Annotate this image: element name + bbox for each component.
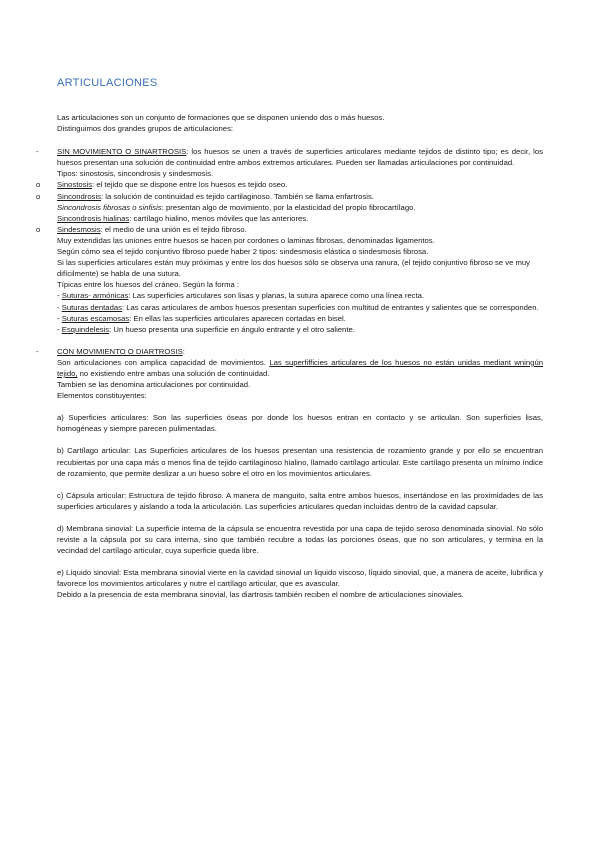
dash-bullet: - (36, 346, 39, 356)
diartrosis-section (36, 346, 543, 357)
intro-line-2: Distinguimos dos grandes grupos de articulaciones: (57, 124, 234, 134)
suture-item (57, 324, 543, 335)
sinostosis-item (36, 179, 543, 190)
sindesmosis-line-2: Según cómo sea el tejido conjuntivo fibroso puede haber 2 tipos: sindesmosis elástica o sindesmosis fibrosa. (57, 247, 429, 257)
sinostosis-term: Sinostosis (57, 180, 93, 190)
suture-term: Suturas dentadas (61, 302, 122, 312)
suture-term: Esquindelesis (61, 324, 110, 334)
diartrosis-rest: no existiendo entre ambas una solución de continuidad. (77, 368, 270, 378)
suture-term: Suturas escamosas (61, 313, 130, 323)
sindesmosis-line-1: Muy extendidas las uniones entre huesos se hacen por cordones o laminas fibrosas, denominadas ligamentos. (57, 235, 435, 245)
sindesmosis-term: Sindesmosis (57, 224, 101, 234)
diartrosis-heading: CON MOVIMIENTO O DIARTROSIS (57, 346, 183, 356)
suture-dash: - (57, 302, 62, 312)
sindesmosis-text: : el medio de una unión es el tejido fibroso. (100, 224, 247, 234)
circle-bullet: o (36, 224, 41, 234)
sindesmosis-line-4: Típicas entre los huesos del cráneo. Según la forma : (57, 280, 240, 290)
diartrosis-line-3: Elementos constituyentes: (57, 391, 147, 401)
suture-term: Suturas- armónicas (61, 291, 129, 301)
suture-item (57, 313, 543, 324)
sincondrosis-term: Sincondrosis (57, 191, 102, 201)
fibrosas-line (57, 202, 543, 213)
suture-text: : Las superficies articulares son lisas y planas, la sutura aparece como una línea recta. (128, 291, 425, 301)
dash-bullet: - (36, 147, 39, 157)
suture-text: : Un hueso presenta una superficie en ángulo entrante y el otro saliente. (109, 324, 355, 334)
sincondrosis-item (36, 191, 543, 202)
element-d: d) Membrana sinovial: La superficie interna de la cápsula se encuentra revestida por una capa de tejido seroso denominada sinovial. No sólo reviste a la cápsula por su cara interna, sino que también recubre a todas las porciones óseas, que no son articulares, y termina en la vecindad del cartílago articular, cuya superficie queda libre. (57, 523, 543, 556)
diartrosis-underlined: Las superfifficies articulares de los huesos no están unidas mediant wningún tejido, (57, 357, 543, 378)
diartrosis-lead (57, 357, 543, 379)
suture-item (57, 290, 543, 301)
sindesmosis-line-3: Si las superficies articulares están muy próximas y entre los dos huesos sólo se observa una ranura, (el tejido conjuntivo fibroso se ve muy difícilmente) se habla de una sutura. (57, 258, 531, 279)
suture-text: : Las caras articulares de ambos huesos presentan superficies con multitud de entrantes y salientes que se corresponden. (121, 302, 539, 312)
diartrosis-heading-suffix: : (182, 346, 185, 356)
fibrosas-text: : presentan algo de movimiento, por la elasticidad del propio fibrocartílago. (161, 202, 416, 212)
hialinas-text: : cartílago hialino, menos móviles que las anteriores. (129, 213, 309, 223)
sincondrosis-text: : la solución de continuidad es tejido cartilaginoso. También se llama enfartrosis. (101, 191, 374, 201)
sinartrosis-types: Tipos: sinostosis, sincondrosis y sindesmosis. (57, 169, 214, 179)
fibrosas-term: Sincondrosis fibrosas o sinfisis (57, 202, 162, 212)
suture-item (57, 302, 543, 313)
element-a: a) Superficies articulares: Son las superficies óseas por donde los huesos entran en contacto y se articulan. Son superficies lisas, homogéneas y siempre parecen pulimentadas. (57, 413, 543, 434)
element-b: b) Cartílago articular: Las Superficies articulares de los huesos presentan una resistencia de rozamiento grande y por ello se encuentran recubiertas por una capa más o menos fina de tejido cartilaginoso hialino, llamado cartílago articular. Este cartílago presenta un mínimo índice de rozamiento, que permite deslizar a un hueso sobre el otro en los movimientos articulares. (57, 446, 543, 478)
sindesmosis-item (36, 224, 543, 235)
element-c: c) Cápsula articular: Estructura de tejido fibroso. A manera de manguito, salta entre ambos huesos, insertándose en las proximidades de las superficies articulares y aislando a toda la articulación. Las superficies articulares quedan incluidas dentro de la cavidad capsular. (57, 490, 543, 511)
suture-dash: - (57, 324, 62, 334)
page-title: ARTICULACIONES (57, 77, 158, 89)
sinartrosis-heading: SIN MOVIMIENTO O SINARTROSIS (57, 147, 187, 157)
hialinas-line (57, 213, 543, 224)
hialinas-term: Sincondrosis hialinas (57, 213, 130, 223)
suture-dash: - (57, 291, 62, 301)
circle-bullet: o (36, 180, 41, 190)
sinostosis-text: : el tejido que se dispone entre los huesos es tejido oseo. (92, 180, 288, 190)
suture-dash: - (57, 313, 62, 323)
element-e-note: Debido a la presencia de esta membrana sinovial, las diartrosis también reciben el nombre de articulaciones sinoviales. (57, 590, 464, 600)
sinartrosis-section (36, 146, 543, 168)
document-body (36, 112, 543, 600)
intro-line-1: Las articulaciones son un conjunto de formaciones que se disponen uniendo dos o más huesos. (57, 113, 385, 122)
diartrosis-lead-text: Son articulaciones con amplica capacidad de movimientos. (57, 357, 270, 367)
diartrosis-line-2: Tambien se las denomina articulaciones por continuidad. (57, 380, 251, 390)
sinartrosis-text: : los huesos se unen a través de superficies articulares mediante tejidos de distinto tipo; es decir, los huesos presentan una solución de continuidad entre ambos extremos articulares. Pueden ser llamadas articulaciones por continuidad. (57, 147, 543, 168)
suture-text: : En ellas las superficies articulares aparecen cortadas en bisel. (129, 313, 346, 323)
element-e: e) Líquido sinovial: Esta membrana sinovial vierte en la cavidad sinovial un liquido viscoso, líquido sinovial, que, a manera de aceite, lubrifica y favorece los movimientos articulares y nutre el cartílago articular, que es avascular. (57, 568, 543, 589)
circle-bullet: o (36, 191, 41, 201)
